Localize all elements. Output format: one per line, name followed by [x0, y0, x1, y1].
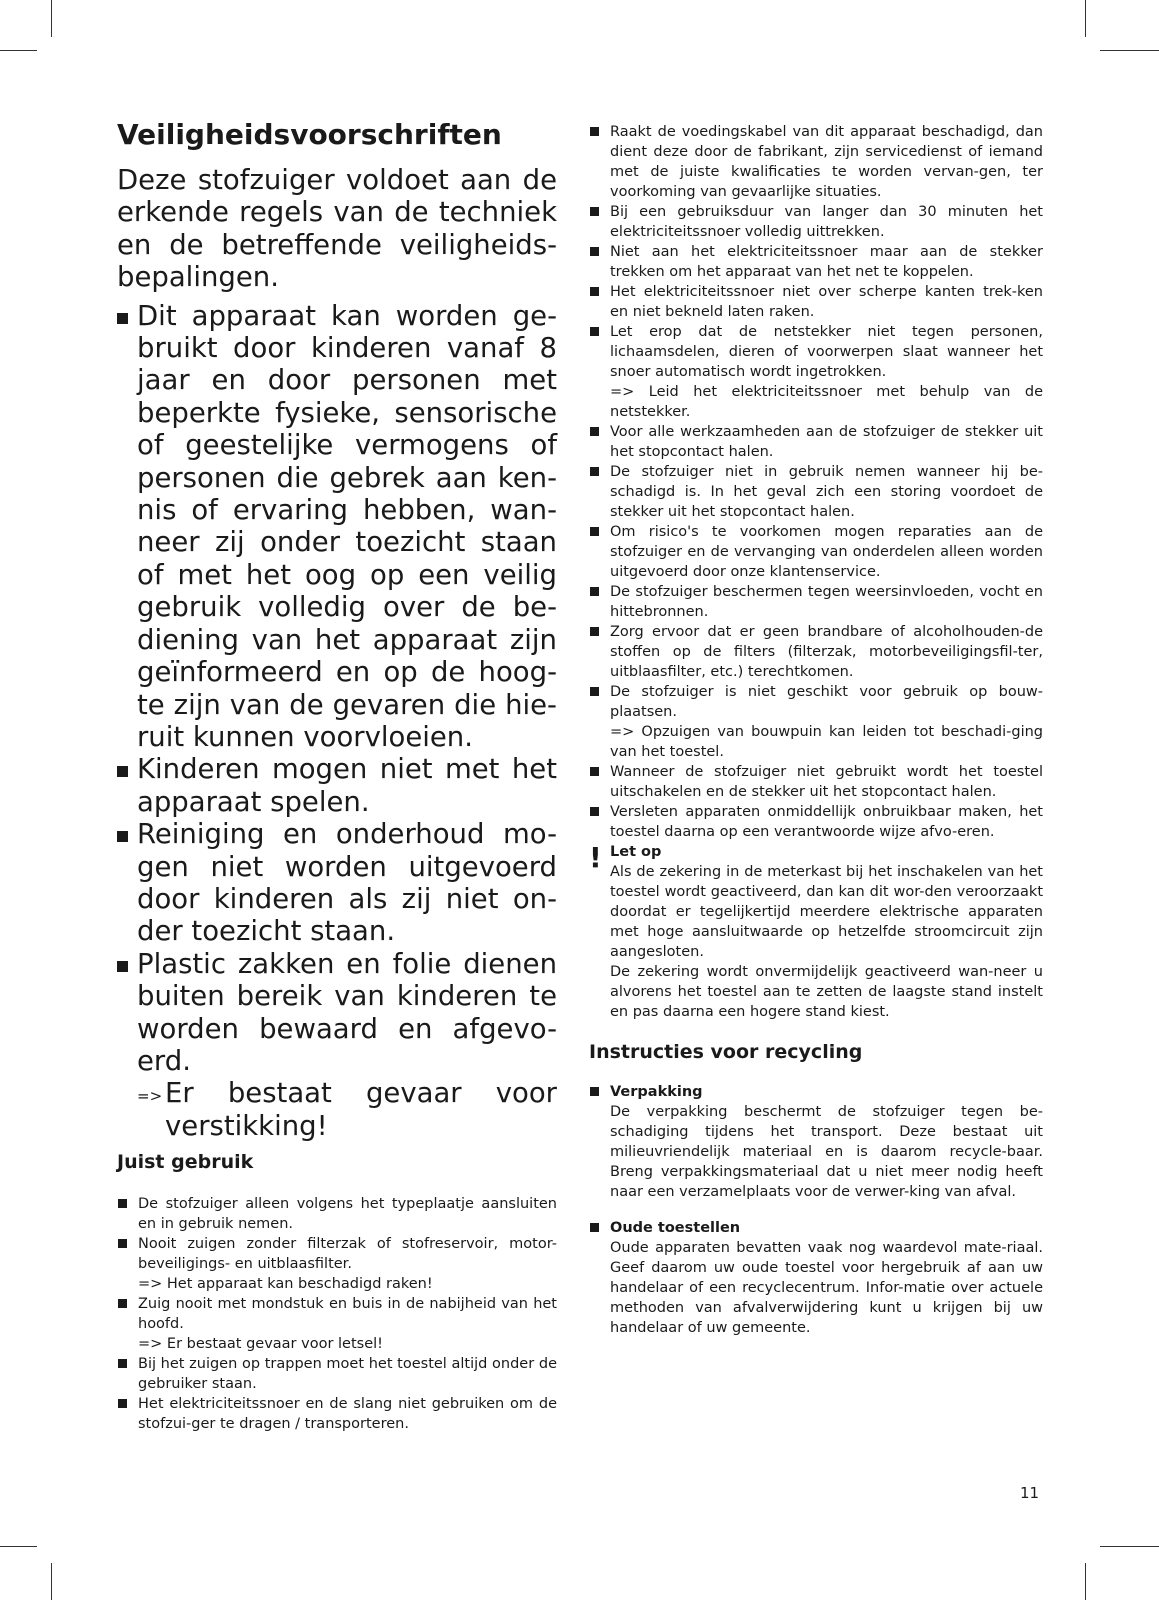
- list-item: Het elektriciteitssnoer niet over scherpe kanten trek-ken en niet bekneld laten raken.: [589, 282, 1043, 322]
- square-bullet-icon: [590, 127, 599, 136]
- list-item-note: => Er bestaat gevaar voor letsel!: [138, 1336, 383, 1353]
- warning-title: Let op: [610, 844, 662, 860]
- square-bullet-icon: [590, 627, 599, 636]
- list-item: Bij het zuigen op trappen moet het toestel altijd onder de gebruiker staan.: [117, 1354, 557, 1394]
- list-item: De stofzuiger is niet geschikt voor gebruik op bouw-plaatsen. => Opzuigen van bouwpuin kan leiden tot beschadi-ging van het toestel.: [589, 682, 1043, 762]
- list-item: De stofzuiger niet in gebruik nemen wanneer hij be-schadigd is. In het geval zich een storing voordoet de stekker uit het stopcontact halen.: [589, 462, 1043, 522]
- list-item: Dit apparaat kan worden ge-bruikt door kinderen vanaf 8 jaar en door personen met beperkte fysieke, sensorische of geestelijke vermogens of personen die gebrek aan ken-nis of ervaring hebben, wan-neer zij onder toezicht staan of met het oog op een veilig gebruik volledig over de be-diening van het apparaat zijn geïnformeerd en op de hoog-te zijn van de gevaren die hie-ruit kunnen voorvloeien.: [117, 300, 557, 754]
- list-item: Niet aan het elektriciteitssnoer maar aan de stekker trekken om het apparaat van het net te koppelen.: [589, 242, 1043, 282]
- square-bullet-icon: [590, 207, 599, 216]
- safety-list: [117, 300, 557, 1078]
- warning-paragraph: De zekering wordt onvermijdelijk geactiveerd wan-neer u alvorens het toestel aan te zetten de laagste stand instelt en pas daarna een hogere stand kiest.: [610, 964, 1043, 1020]
- square-bullet-icon: [590, 687, 599, 696]
- square-bullet-icon: [590, 327, 599, 336]
- list-item: Verpakking De verpakking beschermt de stofzuiger tegen be-schadiging tijdens het transport. Deze bestaat uit milieuvriendelijk materiaal en is daarom recycle-baar. Breng verpakkingsmateriaal dat u niet meer nodig heeft naar een verzamelplaats voor de verwer-king van afval.: [589, 1082, 1043, 1202]
- right-column: [589, 122, 1043, 1354]
- list-item: De stofzuiger beschermen tegen weersinvloeden, vocht en hittebronnen.: [589, 582, 1043, 622]
- list-item: Nooit zuigen zonder filterzak of stofreservoir, motor-beveiligings- en uitblaasfilter. => Het apparaat kan beschadigd raken!: [117, 1234, 557, 1294]
- square-bullet-icon: [117, 831, 128, 842]
- list-item-note: => Opzuigen van bouwpuin kan leiden tot beschadi-ging van het toestel.: [610, 724, 1043, 760]
- square-bullet-icon: [590, 1223, 599, 1232]
- square-bullet-icon: [118, 1359, 127, 1368]
- safety-list-continued: [589, 122, 1043, 842]
- square-bullet-icon: [590, 427, 599, 436]
- list-item-note: => Het apparaat kan beschadigd raken!: [138, 1276, 433, 1293]
- list-item: De stofzuiger alleen volgens het typeplaatje aansluiten en in gebruik nemen.: [117, 1194, 557, 1234]
- list-item-note: => Leid het elektriciteitssnoer met behulp van de netstekker.: [610, 384, 1043, 420]
- crop-mark: [1100, 1546, 1159, 1547]
- square-bullet-icon: [117, 961, 128, 972]
- square-bullet-icon: [118, 1239, 127, 1248]
- page-number: 11: [1020, 1484, 1040, 1502]
- list-item: Wanneer de stofzuiger niet gebruikt wordt het toestel uitschakelen en de stekker uit het stopcontact halen.: [589, 762, 1043, 802]
- square-bullet-icon: [590, 1087, 599, 1096]
- square-bullet-icon: [590, 587, 599, 596]
- list-item: Zorg ervoor dat er geen brandbare of alcoholhouden-de stoffen op de filters (filterzak, motorbeveiligingsfil-ter, uitblaasfilter, etc.) terechtkomen.: [589, 622, 1043, 682]
- exclamation-icon: !: [589, 841, 602, 874]
- square-bullet-icon: [118, 1299, 127, 1308]
- list-item: Raakt de voedingskabel van dit apparaat beschadigd, dan dient deze door de fabrikant, zijn servicedienst of iemand met de juiste kwalificaties te worden vervan-gen, ter voorkoming van gevaarlijke situaties.: [589, 122, 1043, 202]
- list-item: Reiniging en onderhoud mo-gen niet worden uitgevoerd door kinderen als zij niet on-der toezicht staan.: [117, 818, 557, 948]
- crop-mark: [0, 1546, 37, 1547]
- square-bullet-icon: [590, 527, 599, 536]
- square-bullet-icon: [590, 247, 599, 256]
- crop-mark: [0, 50, 37, 51]
- square-bullet-icon: [118, 1399, 127, 1408]
- crop-mark: [51, 1563, 52, 1600]
- suffocation-note: => Er bestaat gevaar voor verstikking!: [137, 1077, 557, 1142]
- recycling-list: [589, 1082, 1043, 1338]
- crop-mark: [51, 0, 52, 37]
- usage-list: [117, 1194, 557, 1434]
- crop-mark: [1085, 1563, 1086, 1600]
- intro-paragraph: Deze stofzuiger voldoet aan de erkende regels van de techniek en de betreffende veiligheids-bepalingen.: [117, 164, 557, 294]
- square-bullet-icon: [590, 467, 599, 476]
- list-item: Plastic zakken en folie dienen buiten bereik van kinderen te worden bewaard en afgevo-erd.: [117, 948, 557, 1078]
- item-title: Verpakking: [610, 1084, 703, 1100]
- square-bullet-icon: [590, 767, 599, 776]
- list-item: Zuig nooit met mondstuk en buis in de nabijheid van het hoofd. => Er bestaat gevaar voor letsel!: [117, 1294, 557, 1354]
- warning-paragraph: Als de zekering in de meterkast bij het inschakelen van het toestel wordt geactiveerd, dan kan dit wor-den veroorzaakt doordat er tegelijkertijd meerdere elektrische apparaten met hoge aansluitwaarde op hetzelfde stroomcircuit zijn aangesloten.: [610, 864, 1043, 960]
- list-item: Bij een gebruiksduur van langer dan 30 minuten het elektriciteitssnoer volledig uittrekken.: [589, 202, 1043, 242]
- square-bullet-icon: [118, 1199, 127, 1208]
- list-item: Oude toestellen Oude apparaten bevatten vaak nog waardevol mate-riaal. Geef daarom uw oude toestel voor hergebruik af aan uw handelaar of een recyclecentrum. Infor-matie over actuele methoden van afvalverwijdering kunt u krijgen bij uw handelaar of uw gemeente.: [589, 1218, 1043, 1338]
- section-heading-recycling: Instructies voor recycling: [589, 1041, 863, 1063]
- list-item: Let erop dat de netstekker niet tegen personen, lichaamsdelen, dieren of voorwerpen slaat wanneer het snoer automatisch wordt ingetrokken. => Leid het elektriciteitssnoer met behulp van de netstekker.: [589, 322, 1043, 422]
- square-bullet-icon: [590, 287, 599, 296]
- square-bullet-icon: [117, 313, 128, 324]
- list-item: Het elektriciteitssnoer en de slang niet gebruiken om de stofzui-ger te dragen / transporteren.: [117, 1394, 557, 1434]
- left-column: [117, 118, 557, 1434]
- list-item: Om risico's te voorkomen mogen reparaties aan de stofzuiger en de vervanging van onderdelen alleen worden uitgevoerd door onze klantenservice.: [589, 522, 1043, 582]
- list-item: Voor alle werkzaamheden aan de stofzuiger de stekker uit het stopcontact halen.: [589, 422, 1043, 462]
- square-bullet-icon: [590, 807, 599, 816]
- crop-mark: [1085, 0, 1086, 37]
- item-title: Oude toestellen: [610, 1220, 741, 1236]
- arrow-marker: =>: [137, 1087, 163, 1106]
- crop-mark: [1100, 50, 1159, 51]
- list-item: Versleten apparaten onmiddellijk onbruikbaar maken, het toestel daarna op een verantwoorde wijze afvo-eren.: [589, 802, 1043, 842]
- warning-block: [589, 842, 1043, 1022]
- section-heading-juist-gebruik: Juist gebruik: [117, 1151, 254, 1174]
- list-item: Kinderen mogen niet met het apparaat spelen.: [117, 753, 557, 818]
- page-title: Veiligheidsvoorschriften: [117, 118, 502, 151]
- square-bullet-icon: [117, 766, 128, 777]
